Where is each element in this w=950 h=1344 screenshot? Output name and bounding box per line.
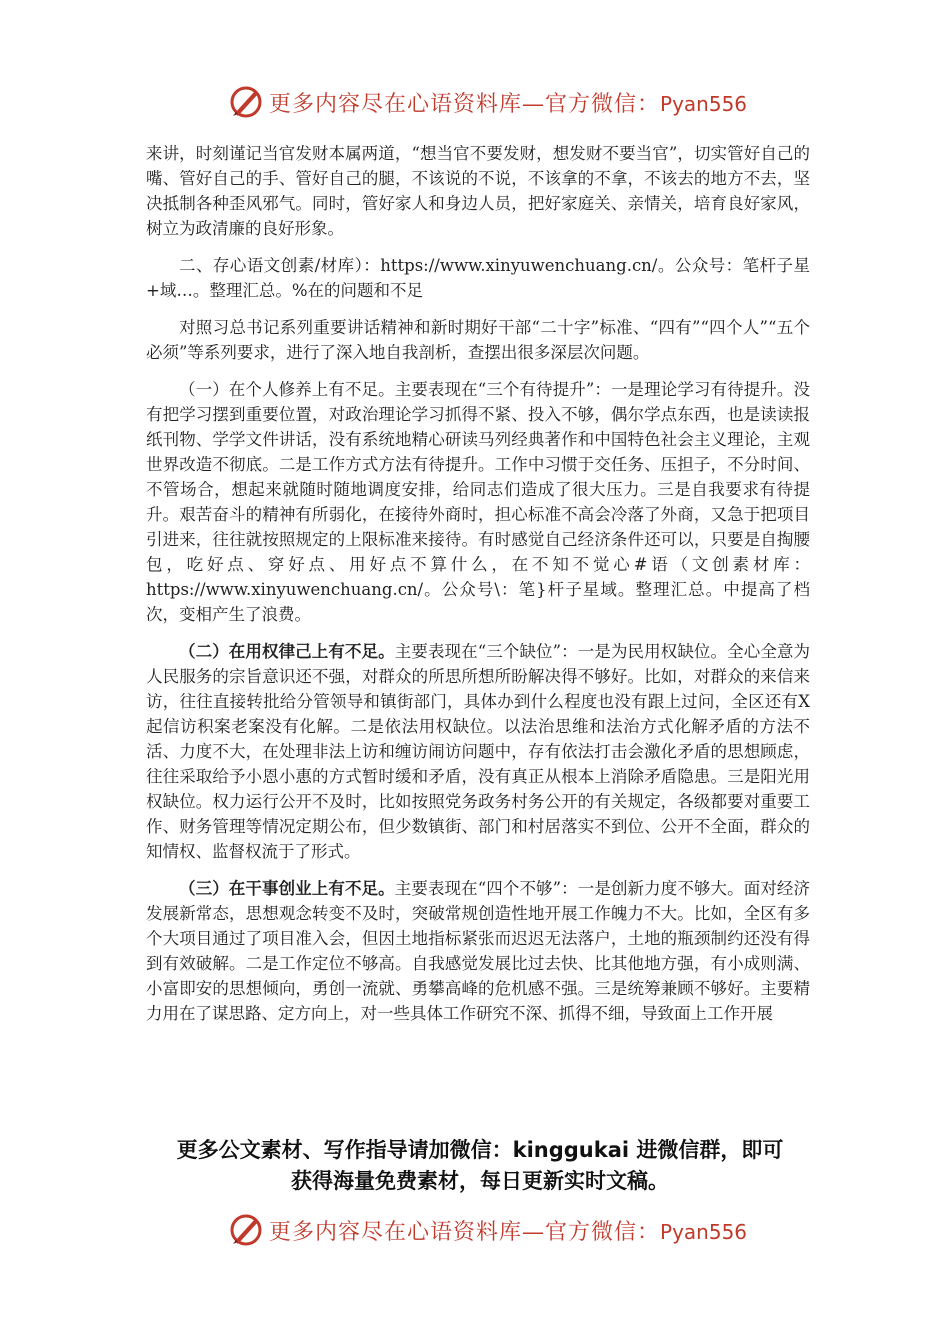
section-heading: 二、存心语文创素/材库）：https://www.xinyuwenchuang.cn/。公众号：笔杆子星+域…。整理汇总。%在的问题和不足 [146,256,810,300]
paragraph: 对照习总书记系列重要讲话精神和新时期好干部“二十字”标准、“四有”“四个人”“五个必须”等系列要求，进行了深入地自我剖析，查摆出很多深层次问题。 [146,318,810,362]
top-banner [0,82,950,122]
paragraph: 来讲，时刻谨记当官发财本属两道，“想当官不要发财，想发财不要当官”，切实管好自己的嘴、管好自己的手、管好自己的腿，不该说的不说，不该拿的不拿，不该去的地方不去，坚决抵制各种歪风邪气。同时，管好家人和身边人员，把好家庭关、亲情关，培育良好家风，树立为政清廉的良好形象。 [146,144,810,238]
promo-text: 更多公文素材、写作指导请加微信：kinggukai 进微信群，即可 获得海量免费素材，每日更新实时文稿。 [176,1138,784,1193]
banner-text: 更多内容尽在心语资料库—官方微信：Pyan556 [269,1219,748,1245]
banner-text: 更多内容尽在心语资料库—官方微信：Pyan556 [269,91,748,117]
paragraph: （一）在个人修养上有不足。主要表现在“三个有待提升”：一是理论学习有待提升。没有把学习摆到重要位置，对政治理论学习抓得不紧、投入不够，偶尔学点东西，也是读读报纸刊物、学学文件讲话，没有系统地精心研读马列经典著作和中国特色社会主义理论，主观世界改造不彻底。二是工作方式方法有待提升。工作中习惯于交任务、压担子，不分时间、不管场合，想起来就随时随地调度安排，给同志们造成了很大压力。三是自我要求有待提升。艰苦奋斗的精神有所弱化，在接待外商时，担心标准不高会冷落了外商，又急于把项目引进来，往往就按照规定的上限标准来接待。有时感觉自己经济条件还可以，只要是自掏腰包，吃好点、穿好点、用好点不算什么，在不知不觉心#语（文创素材库：https://www.xinyuwenchuang.cn/。公众号\：笔}杆子星域。整理汇总。中提高了档次，变相产生了浪费。 [146,380,810,624]
paragraph-lead: （三）在干事创业上有不足。 [179,879,395,898]
document-body [146,141,810,1026]
paragraph: （三）在干事创业上有不足。主要表现在“四个不够”：一是创新力度不够大。面对经济发展新常态，思想观念转变不及时，突破常规创造性地开展工作魄力不大。比如，全区有多个大项目通过了项目准入会，但因土地指标紧张而迟迟无法落户，土地的瓶颈制约还没有得到有效破解。二是工作定位不够高。自我感觉发展比过去快、比其他地方强，有小成则满、小富即安的思想倾向，勇创一流就、勇攀高峰的危机感不强。三是统筹兼顾不够好。主要精力用在了谋思路、定方向上，对一些具体工作研究不深、抓得不细，导致面上工作开展 [146,879,811,1023]
paragraph-lead: （二）在用权律己上有不足。 [179,642,395,661]
bottom-banner [0,1210,950,1250]
pen-logo-icon [229,85,263,119]
pen-logo-icon [229,1213,263,1247]
paragraph: （二）在用权律己上有不足。主要表现在“三个缺位”：一是为民用权缺位。全心全意为人民服务的宗旨意识还不强，对群众的所思所想所盼解决得不够好。比如，对群众的来信来访，往往直接转批给分管领导和镇街部门，具体办到什么程度也没有跟上过问，全区还有X起信访积案老案没有化解。二是依法用权缺位。以法治思维和法治方式化解矛盾的方法不活、力度不大，在处理非法上访和缠访闹访问题中，存有依法打击会激化矛盾的思想顾虑，往往采取给予小恩小惠的方式暂时缓和矛盾，没有真正从根本上消除矛盾隐患。三是阳光用权缺位。权力运行公开不及时，比如按照党务政务村务公开的有关规定，各级都要对重要工作、财务管理等情况定期公布，但少数镇街、部门和村居落实不到位、公开不全面，群众的知情权、监督权流于了形式。 [146,642,811,861]
